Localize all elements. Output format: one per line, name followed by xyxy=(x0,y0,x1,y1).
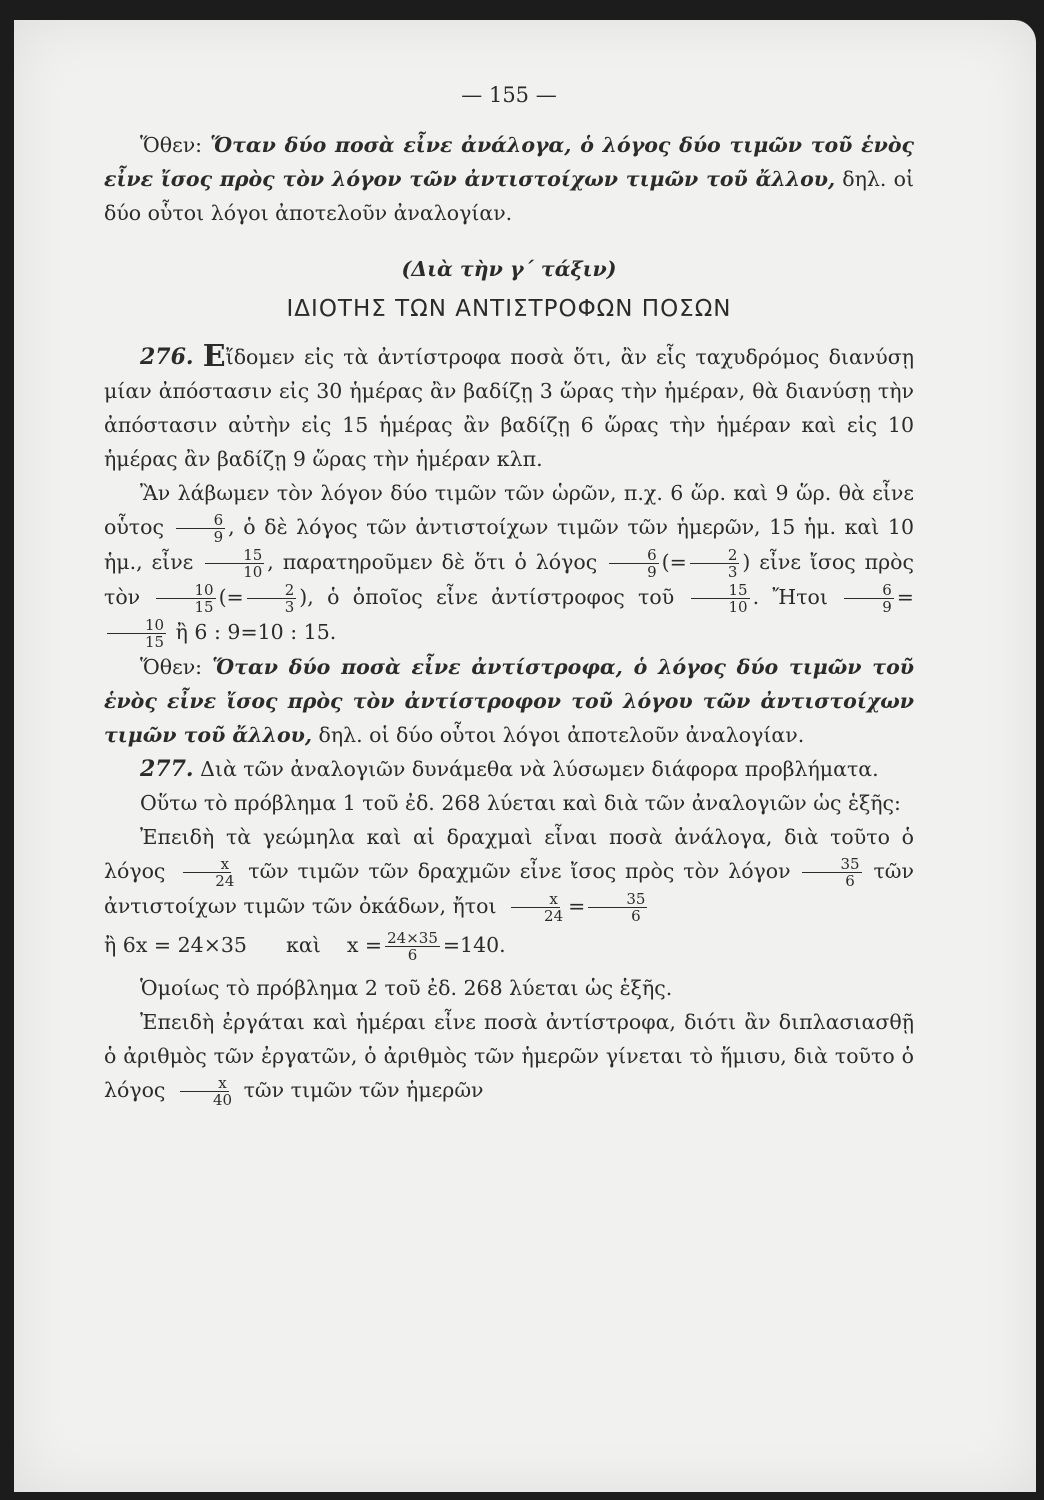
fraction-6-9 xyxy=(844,582,894,615)
fraction-2-3 xyxy=(247,582,297,615)
text-run: τῶν τιμῶν τῶν ἡμερῶν xyxy=(243,1078,484,1102)
paragraph-277-problem2: Ὁμοίως τὸ πρόβλημα 2 τοῦ ἐδ. 268 λύεται ὡς ἑξῆς. xyxy=(140,976,673,1000)
fraction-15-10 xyxy=(205,547,264,580)
text-run: , παρατηροῦμεν δὲ ὅτι ὁ λόγος xyxy=(267,550,598,574)
text-run: , ὁ δὲ λόγος τῶν ἀντιστοίχων τιμῶν τῶν ἡμερῶν, 15 ἡμ. καὶ 10 ἡμ., εἶνε xyxy=(104,515,914,574)
paragraph-276-ratios xyxy=(104,476,914,650)
section-number-276: 276. xyxy=(140,344,194,370)
numerator: 10 xyxy=(107,617,166,634)
book-page xyxy=(14,20,1036,1492)
fraction-35-6 xyxy=(588,891,647,924)
numerator: 10 xyxy=(156,582,215,599)
text-run: ἢ 6 : 9=10 : 15. xyxy=(175,620,337,644)
text-run: (= xyxy=(661,550,687,574)
numerator: x xyxy=(180,1075,228,1092)
section-number-277: 277. xyxy=(140,756,194,782)
text-run: τῶν ἀντιστοίχων τιμῶν τῶν ὀκάδων, ἤτοι xyxy=(104,859,914,918)
denominator: 10 xyxy=(728,598,748,616)
fraction-x-40 xyxy=(175,1075,234,1108)
text-run: = xyxy=(896,585,914,609)
numerator: 6 xyxy=(176,512,226,529)
numerator: 6 xyxy=(609,547,659,564)
text-run: Ἂν λάβωμεν τὸν λόγον δύο τιμῶν τῶν ὡρῶν, π.χ. 6 ὥρ. καὶ 9 ὥρ. θὰ εἶνε οὗτος xyxy=(104,481,914,539)
section-heading: ΙΔΙΟΤΗΣ ΤΩΝ ΑΝΤΙΣΤΡΟΦΩΝ ΠΟΣΩΝ xyxy=(286,296,732,322)
paragraph-277-solution2 xyxy=(104,1005,914,1108)
text-run: δηλ. οἱ δύο οὗτοι λόγοι ἀποτελοῦν ἀναλογίαν. xyxy=(311,723,805,747)
fraction-6-9 xyxy=(176,512,226,545)
intro-rule: Ὅταν δύο ποσὰ εἶνε ἀνάλογα, ὁ λόγος δύο τιμῶν τοῦ ἑνὸς εἶνε ἴσος πρὸς τὸν λόγον τῶν ἀντιστοίχων τιμῶν τοῦ ἄλλου, xyxy=(104,133,914,191)
fraction-24x35-6 xyxy=(385,930,440,963)
denominator: 15 xyxy=(194,598,214,616)
numerator: x xyxy=(183,856,231,873)
text-run: ), ὁ ὁποῖος εἶνε ἀντίστροφος τοῦ xyxy=(299,585,675,609)
intro-paragraph xyxy=(104,128,914,230)
text-run: =140. xyxy=(442,933,506,957)
text-run: ἢ 6x = 24×35 xyxy=(104,933,247,957)
numerator: x xyxy=(511,891,559,908)
text-run: καὶ xyxy=(286,933,321,957)
equation-line xyxy=(104,928,914,963)
numerator: 35 xyxy=(588,891,647,908)
drop-cap: Ε xyxy=(202,339,226,374)
fraction-15-10 xyxy=(691,582,750,615)
text-run: = xyxy=(568,894,586,918)
text-run: Ἐπειδὴ τὰ γεώμηλα καὶ αἱ δραχμαὶ εἶναι ποσὰ ἀνάλογα, διὰ τοῦτο ὁ λόγος xyxy=(104,825,914,883)
denominator: 9 xyxy=(647,563,657,581)
fraction-10-15 xyxy=(156,582,215,615)
denominator: 24 xyxy=(215,872,235,890)
denominator: 6 xyxy=(407,946,418,964)
denominator: 10 xyxy=(243,563,263,581)
fraction-x-24 xyxy=(177,856,236,889)
fraction-6-9 xyxy=(609,547,659,580)
numerator: 2 xyxy=(690,547,740,564)
numerator: 6 xyxy=(844,582,894,599)
denominator: 6 xyxy=(631,907,641,925)
page-content xyxy=(104,78,914,1108)
text-run: . Ἤτοι xyxy=(752,585,828,609)
inverse-rule: Ὅταν δύο ποσὰ εἶνε ἀντίστροφα, ὁ λόγος δύο τιμῶν τοῦ ἑνὸς εἶνε ἴσος πρὸς τὸν ἀντίστροφον τοῦ λόγου τῶν ἀντιστοίχων τιμῶν τοῦ ἄλλου, xyxy=(104,655,914,747)
denominator: 9 xyxy=(882,598,892,616)
fraction-2-3 xyxy=(690,547,740,580)
text-run: x = xyxy=(346,933,383,957)
denominator: 9 xyxy=(213,528,224,546)
paragraph-276-conclusion xyxy=(104,650,914,752)
paragraph-276-text: ἴδομεν εἰς τὰ ἀντίστροφα ποσὰ ὅτι, ἂν εἷς ταχυδρόμος διανύσῃ μίαν ἀπόστασιν εἰς 30 ἡμέρας ἂν βαδίζῃ 3 ὥρας τὴν ἡμέραν, θὰ διανύσῃ τὴν ἀπόστασιν αὐτὴν εἰς 15 ἡμέρας ἂν βαδίζῃ 6 ὥρας τὴν ἡμέραν καὶ εἰς 10 ἡμέρας ἂν βαδίζῃ 9 ὥρας τὴν ἡμέραν κλπ. xyxy=(104,345,914,471)
fraction-x-24 xyxy=(506,891,565,924)
paragraph-277 xyxy=(104,752,914,786)
paragraph-277-problem1: Οὕτω τὸ πρόβλημα 1 τοῦ ἐδ. 268 λύεται καὶ διὰ τῶν ἀναλογιῶν ὡς ἑξῆς: xyxy=(140,791,901,815)
denominator: 15 xyxy=(145,633,165,651)
intro-rest: δηλ. οἱ δύο οὗτοι λόγοι ἀποτελοῦν ἀναλογίαν. xyxy=(104,167,915,225)
numerator: 2 xyxy=(247,582,297,599)
text-run: (= xyxy=(218,585,244,609)
denominator: 6 xyxy=(845,872,855,890)
denominator: 3 xyxy=(727,563,738,581)
fraction-35-6 xyxy=(802,856,861,889)
text-run: τῶν τιμῶν τῶν δραχμῶν εἶνε ἴσος πρὸς τὸν λόγον xyxy=(248,859,791,883)
intro-lead: Ὅθεν: xyxy=(140,133,211,157)
subheading: (Διὰ τὴν γ΄ τάξιν) xyxy=(401,257,617,281)
page-number: — 155 — xyxy=(461,83,557,107)
text-run: Διὰ τῶν ἀναλογιῶν δυνάμεθα νὰ λύσωμεν διάφορα προβλήματα. xyxy=(193,757,879,781)
denominator: 40 xyxy=(212,1091,233,1109)
paragraph-277-solution1 xyxy=(104,820,914,924)
paragraph-276 xyxy=(104,340,914,476)
numerator: 24×35 xyxy=(387,929,438,947)
numerator: 35 xyxy=(802,856,861,873)
denominator: 3 xyxy=(284,598,295,616)
text-run: Ὅθεν: xyxy=(140,655,213,679)
numerator: 15 xyxy=(691,582,750,599)
numerator: 15 xyxy=(205,547,264,564)
text-run: Ἐπειδὴ ἐργάται καὶ ἡμέραι εἶνε ποσὰ ἀντίστροφα, διότι ἂν διπλασιασθῇ ὁ ἀριθμὸς τῶν ἐργατῶν, ὁ ἀριθμὸς τῶν ἡμερῶν γίνεται τὸ ἥμισυ, διὰ τοῦτο ὁ λόγος xyxy=(104,1010,914,1102)
text-run: ) εἶνε ἴσος πρὸς τὸν xyxy=(104,550,914,609)
fraction-10-15 xyxy=(107,617,166,650)
denominator: 24 xyxy=(544,907,564,925)
